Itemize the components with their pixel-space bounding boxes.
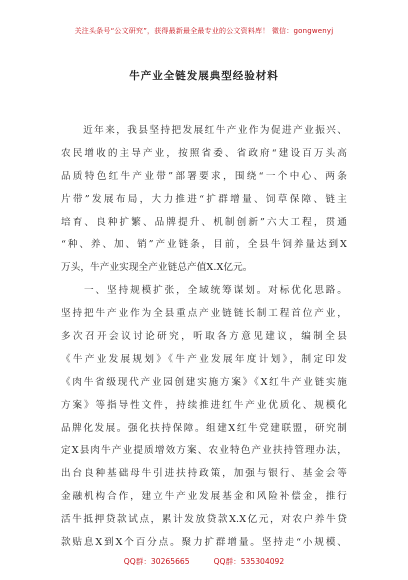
body-line: 金融机构合作，建立牛产业发展基金和风险补偿金，推行: [61, 491, 347, 503]
document-body: [61, 120, 347, 555]
body-line: “种、养、加、销”产业链条，目前，全县牛饲养量达到X: [61, 239, 347, 251]
body-line: 品牌化发展。强化扶持保障。组建X红牛党建联盟，研究制: [61, 422, 347, 434]
body-line: 款贴息X到X个百分点。聚力扩群增量。坚持走“小规模、: [61, 537, 347, 549]
body-line: 万头，牛产业实现全产业链总产值X.X亿元。: [61, 262, 253, 274]
footer-contact: [0, 556, 408, 567]
body-line: 一、坚持规模扩张，全域统筹谋划。对标优化思路。: [61, 285, 347, 297]
header-banner: 关注头条号“公文研究”，获得最新最全最专业的公文资料库！ 微信：gongwenyj: [74, 27, 334, 35]
body-line: 坚持把牛产业作为全县重点产业链链长制工程首位产业，: [61, 308, 347, 320]
body-line: 活牛抵押贷款试点，累计发放贷款X.X亿元，对农户养牛贷: [61, 514, 347, 526]
body-line: 培育、良种扩繁、品牌提升、机制创新”六大工程，贯通: [61, 216, 347, 228]
footer-qq-group-2: QQ群：535304092: [213, 557, 285, 566]
body-line: 《肉牛省级现代产业园创建实施方案》《X红牛产业链实施: [61, 376, 347, 388]
document-title: 牛产业全链发展典型经验材料: [129, 70, 279, 82]
footer-qq-group-1: QQ群：30265665: [123, 557, 190, 566]
body-line: 多次召开会议讨论研究，听取各方意见建议，编制全县: [61, 331, 347, 343]
body-line: 农民增收的主导产业，按照省委、省政府“建设百万头高: [61, 147, 347, 159]
body-line: 《牛产业发展规划》《牛产业发展年度计划》，制定印发: [61, 353, 347, 365]
body-line: 方案》等指导性文件，持续推进红牛产业优质化、规模化: [61, 399, 347, 411]
body-line: 片带”发展布局，大力推进“扩群增量、饲草保障、链主: [61, 193, 347, 205]
body-line: 定X县肉牛产业提质增效方案、农业特色产业扶持管理办法，: [61, 445, 347, 457]
body-line: 近年来，我县坚持把发展红牛产业作为促进产业振兴、: [61, 125, 347, 136]
body-line: 出台良种基础母牛引进扶持政策，加强与银行、基金会等: [61, 468, 347, 480]
body-line: 品质特色红牛产业带”部署要求，围绕“一个中心、两条: [61, 170, 347, 182]
